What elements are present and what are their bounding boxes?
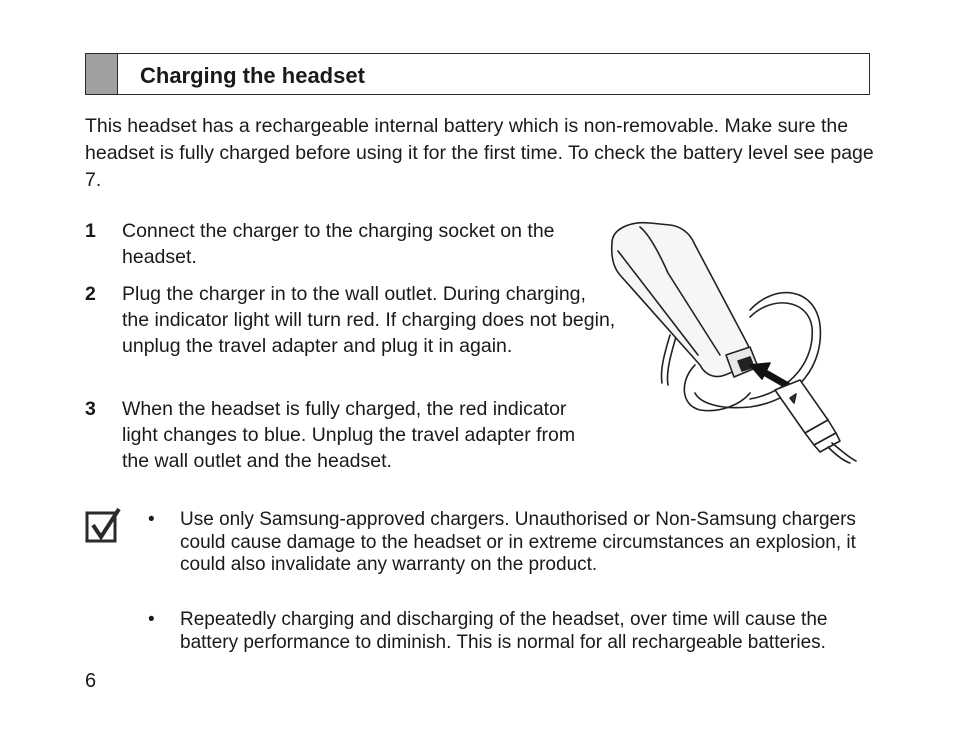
note-text: Use only Samsung-approved chargers. Unauthorised or Non-Samsung chargers could cause damage to the headset or in extreme circumstances an explosion, it could also invalidate any warranty on the product. [180, 509, 856, 575]
step-text: When the headset is fully charged, the red indicator light changes to blue. Unplug the travel adapter from the wall outlet and the headset. [122, 398, 576, 472]
bullet: • [148, 609, 155, 630]
step-text: Connect the charger to the charging socket on the headset. [122, 220, 555, 268]
checkbox-note-icon [85, 507, 123, 545]
section-header-tab [86, 54, 118, 94]
page-number: 6 [85, 670, 97, 692]
note-item [148, 609, 875, 654]
note-item [148, 509, 875, 577]
bullet: • [148, 509, 155, 530]
note-text: Repeatedly charging and discharging of the headset, over time will cause the battery performance to diminish. This is normal for all rechargeable batteries. [180, 609, 828, 653]
step-number: 2 [85, 283, 96, 305]
intro-paragraph: This headset has a rechargeable internal battery which is non-removable. Make sure the headset is fully charged before using it for the first time. To check the battery level see page 7. [85, 115, 874, 191]
step-item [85, 281, 617, 359]
step-text: Plug the charger in to the wall outlet. During charging, the indicator light will turn red. If charging does not begin, unplug the travel adapter and plug it in again. [122, 283, 616, 357]
step-number: 3 [85, 398, 96, 420]
section-header [85, 53, 870, 95]
step-item [85, 396, 597, 474]
step-item [85, 218, 582, 270]
step-number: 1 [85, 220, 96, 242]
headset-charging-illustration [600, 215, 860, 465]
page-title: Charging the headset [140, 63, 365, 88]
